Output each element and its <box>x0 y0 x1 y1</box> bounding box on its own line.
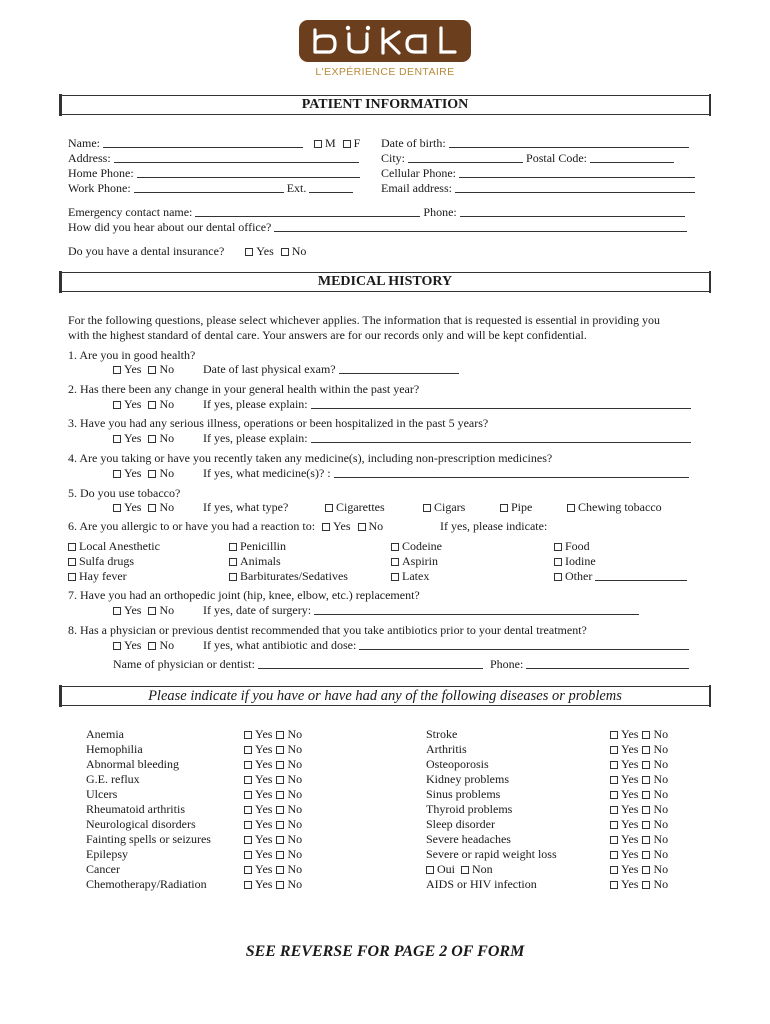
disease-no-checkbox[interactable] <box>642 806 650 814</box>
disease-row <box>86 727 124 742</box>
disease-answers: Yes No <box>610 742 668 757</box>
disease-no-checkbox[interactable] <box>642 881 650 889</box>
disease-yes-checkbox[interactable] <box>610 806 618 814</box>
disease-no-checkbox[interactable] <box>276 806 284 814</box>
allergy-hay-fever: Hay fever <box>68 569 127 584</box>
disease-no-checkbox[interactable] <box>276 731 284 739</box>
disease-no-checkbox[interactable] <box>642 791 650 799</box>
question-5: 5. Do you use tobacco? <box>68 486 181 500</box>
disease-label: Abnormal bleeding <box>86 757 179 771</box>
insurance-row: Do you have a dental insurance? Yes No <box>68 244 307 258</box>
cell-label: Cellular Phone: <box>381 166 456 180</box>
disease-answers: Yes No <box>610 802 668 817</box>
disease-yes-checkbox[interactable] <box>610 746 618 754</box>
disease-answers: Yes No <box>610 787 668 802</box>
disease-no-checkbox[interactable] <box>276 776 284 784</box>
disease-no-checkbox[interactable] <box>642 746 650 754</box>
physician-phone-label: Phone: <box>489 657 524 671</box>
city-label: City: <box>381 151 406 165</box>
disease-row <box>426 757 489 772</box>
disease-answers: Yes No <box>610 817 668 832</box>
pipe-checkbox[interactable] <box>500 504 508 512</box>
allergy-other: Other <box>554 569 687 584</box>
q1-exam-date-field[interactable] <box>339 363 459 374</box>
disease-row <box>86 862 120 877</box>
disease-answers: Yes No <box>244 727 302 742</box>
q7-followup: If yes, date of surgery: <box>203 603 639 618</box>
patient-info-header <box>60 95 710 115</box>
disease-row <box>86 817 196 832</box>
disease-yes-checkbox[interactable] <box>244 821 252 829</box>
disease-answers: Yes No <box>244 832 302 847</box>
disease-row <box>86 787 117 802</box>
email-row <box>381 181 695 196</box>
question-1: 1. Are you in good health? <box>68 348 196 362</box>
q3-yes-checkbox[interactable] <box>113 435 121 443</box>
home-phone-field[interactable] <box>137 167 360 178</box>
disease-answers: Yes No <box>244 877 302 892</box>
disease-yes-checkbox[interactable] <box>610 821 618 829</box>
sex-m-label: M <box>325 136 336 150</box>
disease-row <box>426 817 495 832</box>
disease-no-checkbox[interactable] <box>276 836 284 844</box>
disease-yes-checkbox[interactable] <box>610 776 618 784</box>
allergy-penicillin: Penicillin <box>229 539 286 554</box>
postal-field[interactable] <box>590 152 674 163</box>
disease-answers: Yes No <box>244 787 302 802</box>
medical-history-header <box>60 272 710 292</box>
disease-label: Thyroid problems <box>426 802 513 816</box>
allergy-sulfa: Sulfa drugs <box>68 554 134 569</box>
disease-yes-checkbox[interactable] <box>244 881 252 889</box>
disease-no-checkbox[interactable] <box>642 866 650 874</box>
emergency-phone-field[interactable] <box>460 206 685 217</box>
logo-tagline: L'EXPÉRIENCE DENTAIRE <box>315 66 455 78</box>
home-phone-label: Home Phone: <box>68 166 134 180</box>
page-footer: SEE REVERSE FOR PAGE 2 OF FORM <box>245 943 525 960</box>
allergy-food: Food <box>554 539 590 554</box>
intro-line-1: For the following questions, please select whichever applies. The information that is requested is essential in providing you <box>68 313 660 327</box>
question-2: 2. Has there been any change in your general health within the past year? <box>68 382 420 396</box>
diseases-title: Please indicate if you have or have had any of the following diseases or problems <box>148 688 622 704</box>
q2-answers: Yes No <box>113 397 174 412</box>
hear-row <box>68 220 687 235</box>
disease-answers: Yes No <box>610 847 668 862</box>
work-phone-field[interactable] <box>134 182 284 193</box>
q3-no-checkbox[interactable] <box>148 435 156 443</box>
tobacco-cigars: Cigars <box>423 500 465 515</box>
disease-row <box>86 757 179 772</box>
disease-yes-checkbox[interactable] <box>610 866 618 874</box>
dob-row <box>381 136 689 151</box>
disease-no-checkbox[interactable] <box>642 836 650 844</box>
disease-row <box>86 832 211 847</box>
disease-yes-checkbox[interactable] <box>244 761 252 769</box>
disease-label: Osteoporosis <box>426 757 489 771</box>
disease-answers: Yes No <box>244 817 302 832</box>
disease-row <box>86 877 207 892</box>
disease-label: Severe or rapid weight loss <box>426 847 557 861</box>
q2-no-checkbox[interactable] <box>148 401 156 409</box>
q3-answers: Yes No <box>113 431 174 446</box>
diseases-header <box>60 686 710 706</box>
name-label: Name: <box>68 136 100 150</box>
tobacco-cigarettes: Cigarettes <box>325 500 385 515</box>
disease-answers: Yes No <box>610 727 668 742</box>
disease-no-checkbox[interactable] <box>642 731 650 739</box>
disease-label: Kidney problems <box>426 772 509 786</box>
disease-no-checkbox[interactable] <box>276 821 284 829</box>
city-row <box>381 151 674 166</box>
disease-yes-checkbox[interactable] <box>610 731 618 739</box>
physician-phone-field[interactable] <box>526 658 689 669</box>
disease-row <box>426 787 500 802</box>
sex-m-checkbox[interactable] <box>314 140 322 148</box>
disease-row <box>426 727 457 742</box>
sex-f-label: F <box>353 136 361 150</box>
disease-answers: Yes No <box>610 757 668 772</box>
disease-yes-checkbox[interactable] <box>610 836 618 844</box>
email-field[interactable] <box>455 182 695 193</box>
disease-row: Oui Non <box>426 862 493 877</box>
postal-label: Postal Code: <box>526 151 588 165</box>
disease-label: AIDS or HIV infection <box>426 877 537 891</box>
disease-answers: Yes No <box>244 742 302 757</box>
disease-label: Neurological disorders <box>86 817 196 831</box>
address-row <box>68 151 359 166</box>
oui-checkbox[interactable] <box>426 866 434 874</box>
cell-field[interactable] <box>459 167 695 178</box>
disease-yes-checkbox[interactable] <box>244 791 252 799</box>
q1-yes-checkbox[interactable] <box>113 366 121 374</box>
q7-no-checkbox[interactable] <box>148 607 156 615</box>
disease-answers: Yes No <box>244 802 302 817</box>
city-field[interactable] <box>408 152 523 163</box>
disease-label: Hemophilia <box>86 742 143 756</box>
disease-row <box>426 847 557 862</box>
q6-no-checkbox[interactable] <box>358 523 366 531</box>
disease-no-checkbox[interactable] <box>276 761 284 769</box>
bukal-wordmark-icon <box>299 20 471 62</box>
q7-yes-checkbox[interactable] <box>113 607 121 615</box>
allergy-latex: Latex <box>391 569 429 584</box>
disease-label: Stroke <box>426 727 458 741</box>
q4-medicine-field[interactable] <box>334 467 689 478</box>
disease-yes-checkbox[interactable] <box>244 776 252 784</box>
disease-yes-checkbox[interactable] <box>244 866 252 874</box>
disease-yes-checkbox[interactable] <box>610 791 618 799</box>
allergy-other-field[interactable] <box>595 570 687 581</box>
ext-field[interactable] <box>309 182 353 193</box>
clinic-logo <box>299 20 471 62</box>
disease-yes-checkbox[interactable] <box>244 731 252 739</box>
question-6: 6. Are you allergic to or have you had a reaction to: Yes No <box>68 519 384 533</box>
disease-yes-checkbox[interactable] <box>244 806 252 814</box>
question-3: 3. Have you had any serious illness, operations or been hospitalized in the past 5 years? <box>68 416 489 430</box>
medical-history-title: MEDICAL HISTORY <box>317 274 453 289</box>
disease-yes-checkbox[interactable] <box>244 746 252 754</box>
insurance-no-checkbox[interactable] <box>281 248 289 256</box>
allergy-animals: Animals <box>229 554 281 569</box>
work-phone-label: Work Phone: <box>68 181 131 195</box>
disease-row <box>426 772 509 787</box>
disease-row <box>426 742 467 757</box>
q1-followup: Date of last physical exam? <box>203 362 459 377</box>
q8-yes-checkbox[interactable] <box>113 642 121 650</box>
disease-label: Rheumatoid arthritis <box>86 802 185 816</box>
allergy-barbiturates: Barbiturates/Sedatives <box>229 569 348 584</box>
disease-label: Sinus problems <box>426 787 501 801</box>
q4-no-checkbox[interactable] <box>148 470 156 478</box>
q4-followup: If yes, what medicine(s)? : <box>203 466 689 481</box>
q2-followup: If yes, please explain: <box>203 397 691 412</box>
disease-no-checkbox[interactable] <box>276 881 284 889</box>
disease-label: Anemia <box>86 727 124 741</box>
disease-row <box>426 877 537 892</box>
ext-label: Ext. <box>286 181 307 195</box>
disease-no-checkbox[interactable] <box>276 791 284 799</box>
disease-label: Sleep disorder <box>426 817 495 831</box>
disease-yes-checkbox[interactable] <box>610 851 618 859</box>
q5-yes-checkbox[interactable] <box>113 504 121 512</box>
question-8: 8. Has a physician or previous dentist recommended that you take antibiotics prior to your dental treatment? <box>68 623 587 637</box>
q2-explain-field[interactable] <box>311 398 691 409</box>
tobacco-pipe: Pipe <box>500 500 532 515</box>
disease-yes-checkbox[interactable] <box>610 761 618 769</box>
question-7: 7. Have you had an orthopedic joint (hip, knee, elbow, etc.) replacement? <box>68 588 420 602</box>
insurance-label: Do you have a dental insurance? <box>68 244 225 258</box>
q3-explain-field[interactable] <box>311 432 691 443</box>
disease-answers: Yes No <box>610 832 668 847</box>
disease-yes-checkbox[interactable] <box>244 851 252 859</box>
patient-info-title: PATIENT INFORMATION <box>301 97 469 112</box>
disease-row <box>86 772 140 787</box>
allergy-iodine: Iodine <box>554 554 596 569</box>
allergy-local-anesthetic: Local Anesthetic <box>68 539 160 554</box>
disease-answers: Yes No <box>610 877 668 892</box>
disease-no-checkbox[interactable] <box>276 866 284 874</box>
physician-row <box>113 657 689 672</box>
q5-followup: If yes, what type? <box>203 500 289 514</box>
emergency-row <box>68 205 685 220</box>
name-row <box>68 136 360 151</box>
cigarettes-checkbox[interactable] <box>325 504 333 512</box>
email-label: Email address: <box>381 181 452 195</box>
q3-followup: If yes, please explain: <box>203 431 691 446</box>
q6-followup: If yes, please indicate: <box>440 519 548 533</box>
disease-no-checkbox[interactable] <box>642 851 650 859</box>
disease-answers: Yes No <box>244 862 302 877</box>
q1-no-checkbox[interactable] <box>148 366 156 374</box>
disease-yes-checkbox[interactable] <box>244 836 252 844</box>
insurance-yes-checkbox[interactable] <box>245 248 253 256</box>
q4-answers: Yes No <box>113 466 174 481</box>
disease-answers: Yes No <box>610 862 668 877</box>
disease-label: Epilepsy <box>86 847 128 861</box>
q5-no-checkbox[interactable] <box>148 504 156 512</box>
q6-yes-checkbox[interactable] <box>322 523 330 531</box>
work-phone-row <box>68 181 353 196</box>
disease-label: Chemotherapy/Radiation <box>86 877 207 891</box>
emergency-field[interactable] <box>195 206 420 217</box>
disease-row <box>86 742 143 757</box>
disease-label: Severe headaches <box>426 832 511 846</box>
disease-label: Fainting spells or seizures <box>86 832 211 846</box>
disease-no-checkbox[interactable] <box>642 776 650 784</box>
sex-f-checkbox[interactable] <box>343 140 351 148</box>
q8-no-checkbox[interactable] <box>148 642 156 650</box>
hear-label: How did you hear about our dental office? <box>68 220 272 234</box>
cell-row <box>381 166 695 181</box>
q7-answers: Yes No <box>113 603 174 618</box>
q4-yes-checkbox[interactable] <box>113 470 121 478</box>
emergency-phone-label: Phone: <box>423 205 457 219</box>
name-field[interactable] <box>103 137 303 148</box>
disease-row <box>86 802 185 817</box>
non-checkbox[interactable] <box>461 866 469 874</box>
home-phone-row <box>68 166 360 181</box>
cigars-checkbox[interactable] <box>423 504 431 512</box>
question-4: 4. Are you taking or have you recently taken any medicine(s), including non-prescription medicines? <box>68 451 553 465</box>
disease-answers: Yes No <box>610 772 668 787</box>
disease-no-checkbox[interactable] <box>642 761 650 769</box>
emergency-label: Emergency contact name: <box>68 205 193 219</box>
address-label: Address: <box>68 151 111 165</box>
q5-answers: Yes No <box>113 500 174 515</box>
disease-no-checkbox[interactable] <box>276 851 284 859</box>
allergy-aspirin: Aspirin <box>391 554 438 569</box>
disease-row <box>426 832 511 847</box>
dob-label: Date of birth: <box>381 136 446 150</box>
disease-yes-checkbox[interactable] <box>610 881 618 889</box>
disease-no-checkbox[interactable] <box>276 746 284 754</box>
disease-label: G.E. reflux <box>86 772 140 786</box>
intro-line-2: with the highest standard of dental care. Your answers are for our records only and will be kept confidential. <box>68 328 587 342</box>
disease-no-checkbox[interactable] <box>642 821 650 829</box>
q8-answers: Yes No <box>113 638 174 653</box>
disease-answers: Yes No <box>244 847 302 862</box>
disease-row <box>86 847 128 862</box>
hear-field[interactable] <box>274 221 687 232</box>
tobacco-chewing: Chewing tobacco <box>567 500 662 515</box>
q1-answers: Yes No <box>113 362 174 377</box>
q8-followup: If yes, what antibiotic and dose: <box>203 638 689 653</box>
q8-antibiotic-field[interactable] <box>359 639 689 650</box>
allergy-codeine: Codeine <box>391 539 442 554</box>
disease-label: Arthritis <box>426 742 467 756</box>
dob-field[interactable] <box>449 137 689 148</box>
disease-answers: Yes No <box>244 757 302 772</box>
chewing-tobacco-checkbox[interactable] <box>567 504 575 512</box>
disease-label: Cancer <box>86 862 120 876</box>
physician-field[interactable] <box>258 658 483 669</box>
physician-label: Name of physician or dentist: <box>113 657 255 671</box>
q2-yes-checkbox[interactable] <box>113 401 121 409</box>
disease-row <box>426 802 512 817</box>
q7-surgery-date-field[interactable] <box>314 604 639 615</box>
disease-answers: Yes No <box>244 772 302 787</box>
address-field[interactable] <box>114 152 359 163</box>
disease-label: Ulcers <box>86 787 118 801</box>
